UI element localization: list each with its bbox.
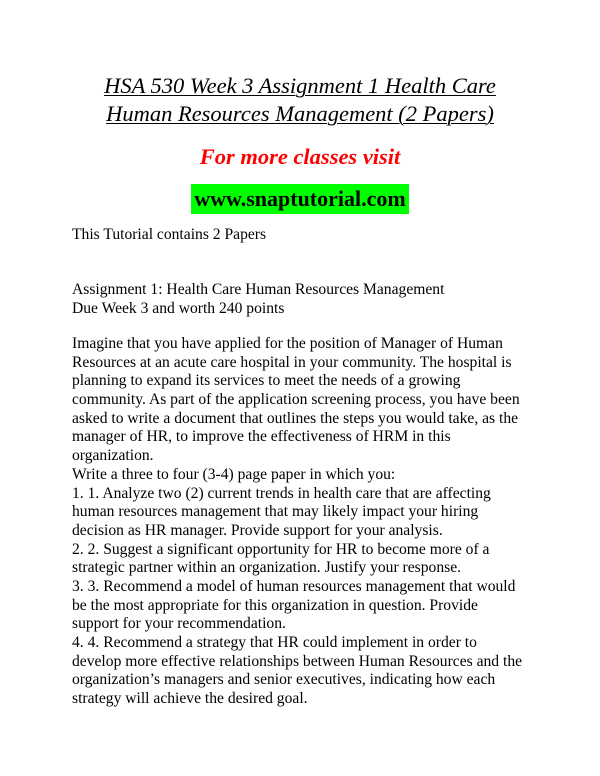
- website-link[interactable]: www.snaptutorial.com: [191, 184, 408, 214]
- body-line: decision as HR manager. Provide support for your analysis.: [72, 521, 443, 539]
- assignment-body: [72, 335, 542, 709]
- list-item-3: 3. 3. Recommend a model of human resources management that would: [72, 577, 516, 595]
- body-line: human resources management that may likely impact your hiring: [72, 503, 479, 521]
- body-line: support for your recommendation.: [72, 615, 286, 633]
- document-title-line-2: Human Resources Management (2 Papers): [106, 101, 494, 126]
- body-line: Resources at an acute care hospital in your community. The hospital is: [72, 353, 512, 371]
- body-line: be the most appropriate for this organization in question. Provide: [72, 596, 478, 614]
- tutorial-note: This Tutorial contains 2 Papers: [72, 226, 267, 243]
- assignment-title: Assignment 1: Health Care Human Resources Management: [72, 281, 445, 298]
- body-line: organization.: [72, 447, 154, 465]
- assignment-due: Due Week 3 and worth 240 points: [72, 299, 285, 317]
- body-line: organization’s managers and senior executives, indicating how each: [72, 671, 496, 689]
- document-title-line-1: HSA 530 Week 3 Assignment 1 Health Care: [104, 73, 496, 98]
- promo-text: For more classes visit: [199, 144, 401, 169]
- body-line: strategic partner within an organization. Justify your response.: [72, 559, 462, 577]
- body-line: community. As part of the application screening process, you have been: [72, 391, 520, 409]
- body-line: manager of HR, to improve the effectiveness of HRM in this: [72, 428, 451, 446]
- body-line: Imagine that you have applied for the position of Manager of Human: [72, 335, 503, 352]
- body-line: asked to write a document that outlines the steps you would take, as the: [72, 409, 519, 427]
- body-line: planning to expand its services to meet the needs of a growing: [72, 372, 461, 390]
- url-banner: [0, 184, 600, 216]
- body-line: develop more effective relationships between Human Resources and the: [72, 652, 523, 670]
- list-item-4: 4. 4. Recommend a strategy that HR could implement in order to: [72, 634, 477, 651]
- body-line: strategy will achieve the desired goal.: [72, 690, 308, 708]
- list-item-1: 1. 1. Analyze two (2) current trends in health care that are affecting: [72, 484, 491, 502]
- instruction-line: Write a three to four (3-4) page paper in which you:: [72, 465, 396, 483]
- assignment-header: [72, 281, 542, 318]
- list-item-2: 2. 2. Suggest a significant opportunity for HR to become more of a: [72, 540, 490, 558]
